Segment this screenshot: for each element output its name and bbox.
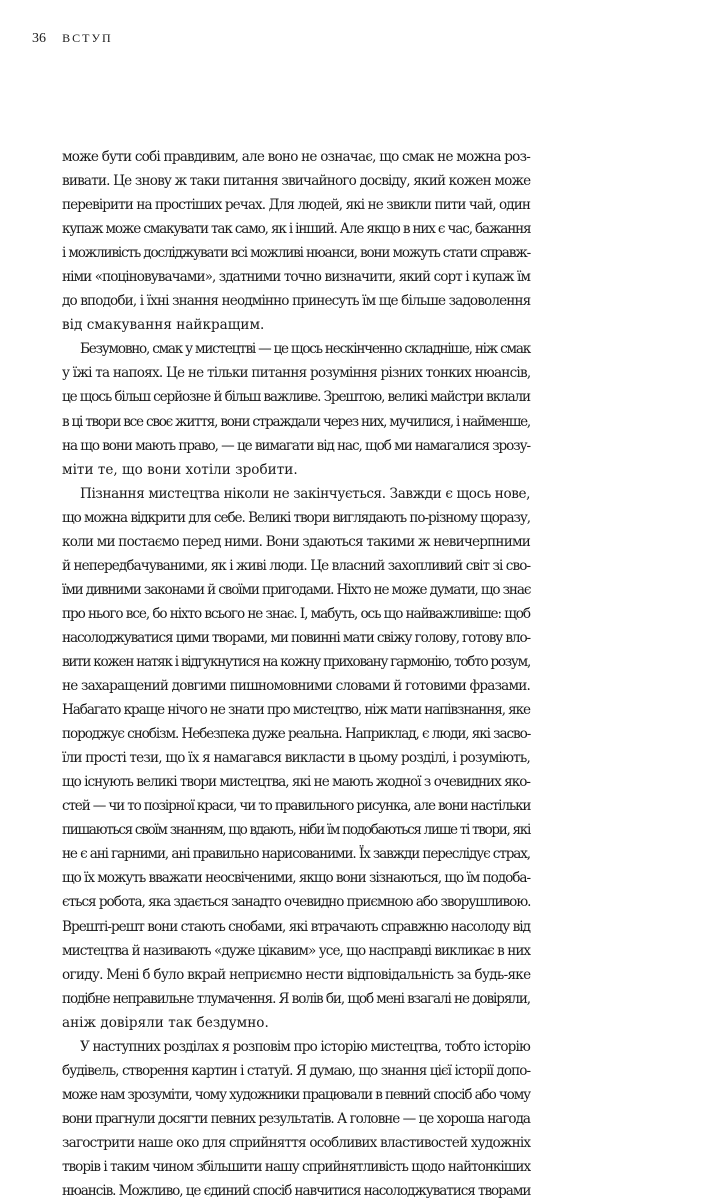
text-line: може нам зрозуміти, чому художники працювали в певний спосіб або чому [62, 1086, 530, 1103]
text-line: Пізнання мистецтва ніколи не закінчується. Завжди є щось нове, [80, 485, 531, 502]
text-line: мистецтва й називають «дуже цікавим» усе, що насправді викликає в них [62, 942, 531, 959]
text-line: подібне неправильне тлумачення. Я волів би, щоб мені взагалі не довіряли, [62, 990, 530, 1007]
text-line: вони прагнули досягти певних результатів. А головне — це хороша нагода [62, 1110, 530, 1127]
text-line: й непередбачуваними, як і живі люди. Це власний захопливий світ зі сво- [62, 557, 531, 574]
text-line: до вподоби, і їхні знання неодмінно принесуть їм ще більше задоволення [62, 293, 531, 310]
text-line: і можливість досліджувати всі можливі нюанси, вони можуть стати справж- [62, 245, 530, 262]
text-line: в ці твори все своє життя, вони страждали через них, мучилися, і найменше, [62, 413, 530, 430]
text-line: про нього все, бо ніхто всього не знає. І, мабуть, ось що найважливіше: щоб [62, 605, 530, 622]
running-head [32, 30, 113, 47]
text-line: на що вони мають право, — це вимагати від нас, щоб ми намагалися зрозу- [62, 437, 530, 454]
text-line: у їжі та напоях. Це не тільки питання розуміння різних тонких нюансів, [62, 365, 531, 382]
text-line: огиду. Мені б було вкрай неприємно нести відповідальність за будь-яке [62, 966, 531, 983]
text-line: німи «поціновувачами», здатними точно визначити, який сорт і купаж їм [62, 269, 530, 286]
text-line: їли прості тези, що їх я намагався викласти в цьому розділі, і розуміють, [62, 750, 530, 767]
text-line: може бути собі правдивим, але воно не означає, що смак не можна роз- [62, 149, 530, 165]
text-line: будівель, створення картин і статуй. Я думаю, що знання цієї історії допо- [62, 1062, 531, 1079]
text-line: Безумовно, смак у мистецтві — це щось нескінченно складніше, ніж смак [80, 341, 530, 358]
text-line: Набагато краще нічого не знати про мистецтво, ніж мати напівзнання, яке [62, 702, 530, 719]
text-line: купаж може смакувати так само, як і інший. Але якщо в них є час, бажання [62, 221, 531, 238]
text-line: У наступних розділах я розповім про історію мистецтва, тобто історію [80, 1038, 530, 1055]
paragraph [62, 1035, 530, 1203]
text-line: загострити наше око для сприйняття особливих властивостей художніх [62, 1134, 531, 1151]
text-line: коли ми постаємо перед ними. Вони здаються такими ж невичерпними [62, 533, 530, 550]
text-line: що існують великі твори мистецтва, які не мають жодної з очевидних яко- [62, 774, 530, 791]
text-line: нюансів. Можливо, це єдиний спосіб навчитися насолоджуватися творами [62, 1183, 531, 1200]
page-number: 36 [32, 31, 46, 46]
paragraph [62, 482, 530, 1035]
text-line: насолоджуватися цими творами, ми повинні мати свіжу голову, готову вло- [62, 629, 530, 646]
text-line: пишаються своїм знанням, що вдають, ніби їм подобаються лише ті твори, які [62, 822, 530, 839]
text-line: стей — чи то позірної краси, чи то правильного рисунка, але вони настільки [62, 798, 531, 815]
text-line: міти те, що вони хотіли зробити. [62, 461, 298, 478]
text-line: не є ані гарними, ані правильно нарисованими. Їх завжди переслідує страх, [62, 846, 530, 863]
text-line: перевірити на простіших речах. Для людей, які не звикли пити чай, один [62, 197, 530, 214]
text-line: що їх можуть вважати неосвіченими, якщо вони зізнаються, що їм подоба- [62, 870, 530, 887]
text-line: породжує снобізм. Небезпека дуже реальна. Наприклад, є люди, які засво- [62, 726, 531, 743]
text-line: ється робота, яка здається занадто очевидно приємною або зворушливою. [62, 894, 531, 911]
text-line: вити кожен натяк і відгукнутися на кожну приховану гармонію, тобто розум, [62, 653, 530, 670]
text-line: Врешті-решт вони стають снобами, які втрачають справжню насолоду від [62, 918, 530, 935]
text-line: вивати. Це знову ж таки питання звичайного досвіду, який кожен може [62, 173, 531, 190]
body-text [62, 145, 530, 1203]
paragraph [62, 145, 530, 337]
text-line: це щось більш серйозне й більш важливе. Зрештою, великі майстри вклали [62, 389, 530, 406]
text-line: аніж довіряли так бездумно. [62, 1014, 269, 1031]
text-line: що можна відкрити для себе. Великі твори виглядають по-різному щоразу, [62, 509, 530, 526]
text-line: від смакування найкращим. [62, 317, 265, 334]
text-line: не захаращений довгими пишномовними словами й готовими фразами. [62, 678, 530, 695]
paragraph [62, 337, 530, 481]
text-line: їми дивними законами й своїми пригодами. Ніхто не може думати, що знає [62, 581, 531, 598]
section-title: ВСТУП [62, 31, 113, 45]
text-line: творів і таким чином збільшити нашу сприйнятливість щодо найтонкіших [62, 1158, 531, 1175]
